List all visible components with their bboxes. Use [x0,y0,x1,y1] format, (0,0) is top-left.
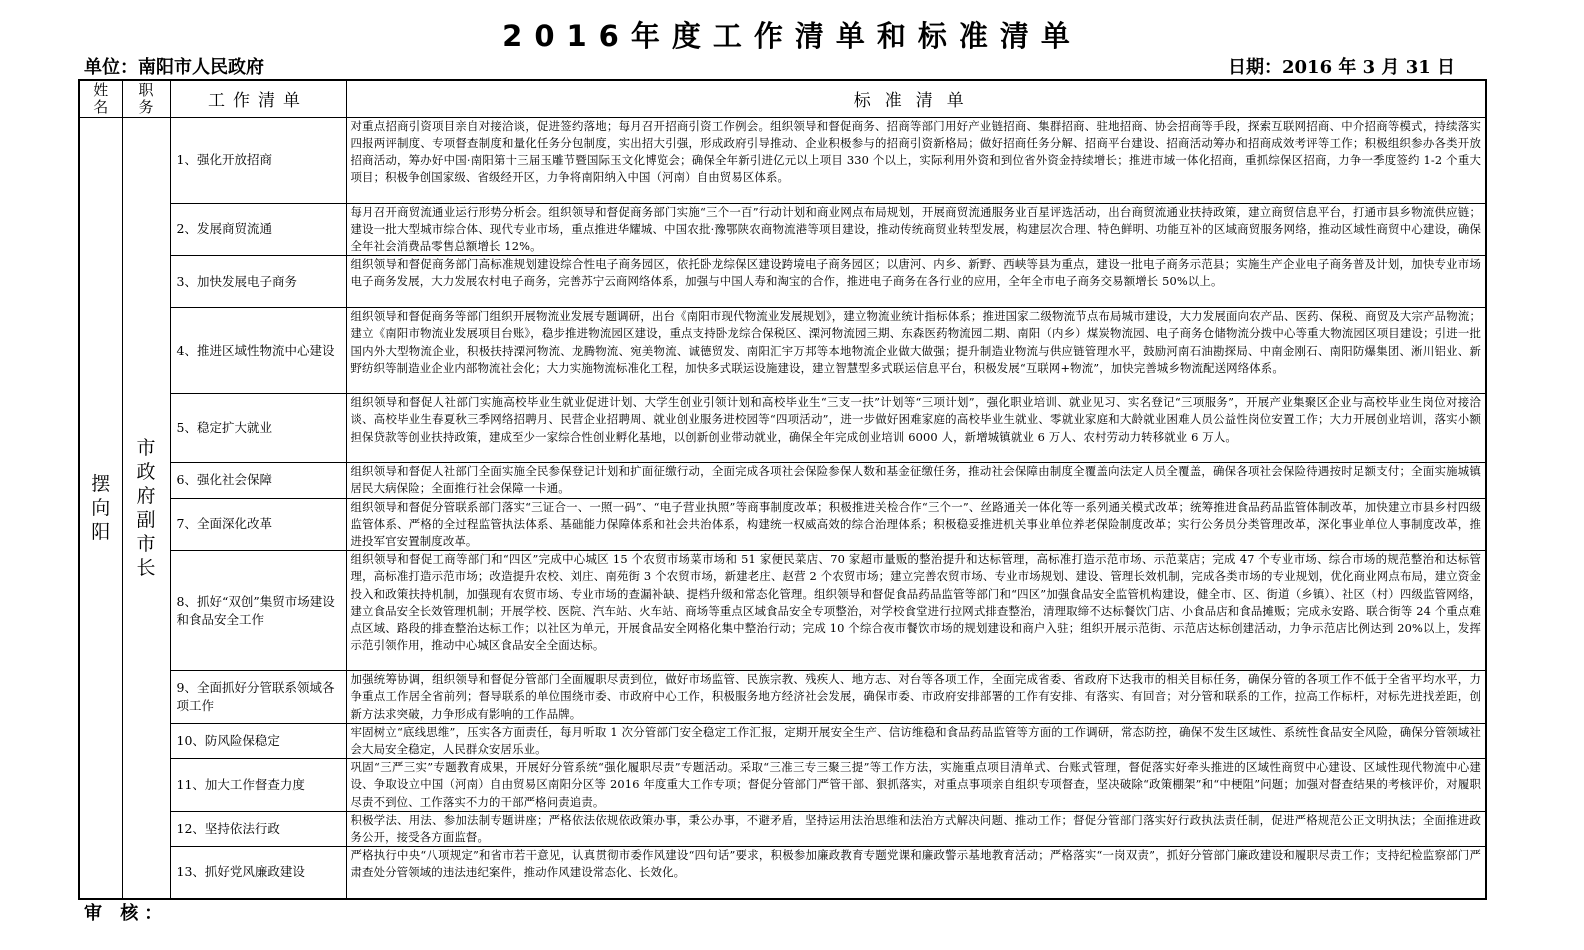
person-post-cell [122,117,170,899]
table-row [79,117,1486,203]
task-cell: 5、稳定扩大就业 [170,394,346,463]
header-work-list: 工作清单 [170,80,346,117]
standard-cell: 积极学法、用法、参加法制专题讲座；严格依法依规依政策办事，秉公办事，不避矛盾，坚持运用法治思维和法治方式解决问题、推动工作；督促分管部门落实好行政执法责任制，促进严格规范公正文明执法；全面推进政务公开，接受各方面监督。 [346,811,1486,846]
task-cell: 8、抓好“双创”集贸市场建设和食品安全工作 [170,551,346,671]
standard-cell: 组织领导和督促商务部门高标准规划建设综合性电子商务园区，依托卧龙综保区建设跨境电子商务园区；以唐河、内乡、新野、西峡等县为重点，建设一批电子商务示范县；实施生产企业电子商务普及计划，加快专业市场电子商务发展，大力发展农村电子商务，完善苏宁云商网络体系，加强与中国人寿和淘宝的合作，推进电子商务在各行业的应用，全年全市电子商务交易额增长 50%以上。 [346,256,1486,308]
table-row [79,551,1486,671]
table-row [79,203,1486,256]
task-cell: 3、加快发展电子商务 [170,256,346,308]
standard-cell: 组织领导和督促人社部门实施高校毕业生就业促进计划、大学生创业引领计划和高校毕业生“三支一扶”计划等“三项计划”，强化职业培训、就业见习、实名登记“三项服务”，开展产业集聚区企业与高校毕业生岗位对接洽谈、高校毕业生春夏秋三季网络招聘月、民营企业招聘周、就业创业服务进校园等“四项活动”，进一步做好困难家庭的高校毕业生就业、零就业家庭和大龄就业困难人员公益性岗位安置工作；大力开展创业培训，落实小额担保贷款等创业扶持政策，建成至少一家综合性创业孵化基地，以创新创业带动就业，确保全年完成创业培训 6000 人，新增城镇就业 6 万人、农村劳动力转移就业 6 万人。 [346,394,1486,463]
standard-cell: 组织领导和督促分管联系部门落实“三证合一、一照一码”、“电子营业执照”等商事制度改革；积极推进关检合作“三个一”、丝路通关一体化等一系列通关模式改革；统筹推进食品药品监管体制改革，加快建立市县乡村四级监管体系、严格的全过程监管执法体系、基础能力保障体系和社会共治体系，构建统一权威高效的综合治理体系；积极稳妥推进机关事业单位养老保险制度改革；实行公务员分类管理改革，深化事业单位人事制度改革，推进投军官安置制度改革。 [346,498,1486,551]
task-cell: 7、全面深化改革 [170,498,346,551]
standard-cell: 严格执行中央“八项规定”和省市若干意见，认真贯彻市委作风建设“四句话”要求，积极参加廉政教育专题党课和廉政警示基地教育活动；严格落实“一岗双责”，抓好分管部门廉政建设和履职尽责工作；支持纪检监察部门严肃查处分管领域的违法违纪案件，推动作风建设常态化、长效化。 [346,847,1486,899]
person-name: 摆向阳 [91,472,111,543]
task-cell: 1、强化开放招商 [170,117,346,203]
person-post: 市政府副市长 [136,436,156,579]
task-cell: 2、发展商贸流通 [170,203,346,256]
table-row [79,308,1486,394]
standard-cell: 对重点招商引资项目亲自对接洽谈，促进签约落地；每月召开招商引资工作例会。组织领导和督促商务、招商等部门用好产业链招商、集群招商、驻地招商、协会招商等手段，探索互联网招商、中介招商等模式，持续落实四报两评制度、专项督查制度和量化任务分包制度，实出招大引强，形成政府引导推动、企业积极参与的招商引资新格局；做好招商任务分解、招商平台建设、招商活动筹办和招商成效考评等工作；积极组织参办各类开放招商活动，筹办好中国·南阳第十三届玉雕节暨国际玉文化博览会；确保全年新引进亿元以上项目 330 个以上，实际利用外资和到位省外资金持续增长；推进市域一体化招商，重抓综保区招商，力争一季度签约 1-2 个重大项目；积极争创国家级、省级经开区，力争将南阳纳入中国（河南）自由贸易区体系。 [346,117,1486,203]
task-cell: 4、推进区域性物流中心建设 [170,308,346,394]
table-row [79,811,1486,846]
table-row [79,394,1486,463]
task-cell: 9、全面抓好分管联系领域各项工作 [170,671,346,724]
header-standard-list: 标准清单 [346,80,1486,117]
standard-cell: 组织领导和督促人社部门全面实施全民参保登记计划和扩面征缴行动，全面完成各项社会保险参保人数和基金征缴任务，推动社会保障由制度全覆盖向法定人员全覆盖，确保各项社会保险待遇按时足额支付；全面实施城镇居民大病保险；全面推行社会保障一卡通。 [346,463,1486,498]
page-title: 2016年度工作清单和标准清单 [502,19,1082,53]
audit-label: 审 核： [84,903,169,924]
table-row [79,723,1486,758]
table-row [79,498,1486,551]
standard-cell: 每月召开商贸流通业运行形势分析会。组织领导和督促商务部门实施“三个一百”行动计划和商业网点布局规划，开展商贸流通服务业百星评选活动，出台商贸流通业扶持政策，建立商贸信息平台，打通市县乡物流供应链；建设一批大型城市综合体、现代专业市场，重点推进华耀城、中国农批·豫鄂陕农商物流港等项目建设，推动传统商贸业转型发展，构建层次合理、特色鲜明、功能互补的区域商贸服务网络，推动区域性商贸中心建设，确保全年社会消费品零售总额增长 12%。 [346,203,1486,256]
header-name: 姓名 [79,80,122,117]
standard-cell: 牢固树立“底线思维”，压实各方面责任，每月听取 1 次分管部门安全稳定工作汇报，定期开展安全生产、信访维稳和食品药品监管等方面的工作调研，常态防控，确保不发生区域性、系统性食品安全风险，确保分管领域社会大局安全稳定，人民群众安居乐业。 [346,723,1486,758]
table-row [79,256,1486,308]
standard-cell: 加强统筹协调，组织领导和督促分管部门全面履职尽责到位，做好市场监管、民族宗教、残疾人、地方志、对台等各项工作，全面完成省委、省政府下达我市的相关目标任务，确保分管的各项工作不低于全省平均水平，力争重点工作居全省前列；督导联系的单位围绕市委、市政府中心工作，积极服务地方经济社会发展，确保市委、市政府安排部署的工作有安排、有落实、有回音；对分管和联系的工作，拉高工作标杆，对标先进找差距，创新方法求突破，力争形成有影响的工作品牌。 [346,671,1486,724]
task-cell: 13、抓好党风廉政建设 [170,847,346,899]
task-cell: 10、防风险保稳定 [170,723,346,758]
task-cell: 12、坚持依法行政 [170,811,346,846]
task-cell: 11、加大工作督查力度 [170,759,346,812]
table-row [79,671,1486,724]
standard-cell: 组织领导和督促工商等部门和“四区”完成中心城区 15 个农贸市场菜市场和 51 家便民菜店、70 家超市量贩的整治提升和达标管理，高标准打造示范市场、示范菜店；完成 47 个专业市场、综合市场的规范整治和达标管理，高标准打造示范市场；改造提升农校、刘庄、南苑街 3 个农贸市场，新建老庄、赵营 2 个农贸市场；建立完善农贸市场、专业市场规划、建设、管理长效机制，完成各类市场的专业规划，优化商业网点布局，建立资金投入和政策扶持机制，加强现有农贸市场、专业市场的查漏补缺、提档升级和常态化管理。组织领导和督促食品药品监管等部门和“四区”加强食品安全监管机构建设，健全市、区、街道（乡镇）、社区（村）四级监管网络，建立食品安全长效管理机制；开展学校、医院、汽车站、火车站、商场等重点区域食品安全专项整治，对学校食堂进行拉网式排查整治，清理取缔不达标餐饮门店、小食品店和食品摊贩；完成永安路、联合街等 24 个重点难点区域、路段的排查整治达标工作；以社区为单元，开展食品安全网格化集中整治行动；完成 10 个综合夜市餐饮市场的规划建设和商户入驻；组织开展示范街、示范店达标创建活动，力争示范店比例达到 20%以上，发挥示范引领作用，推动中心城区食品安全全面达标。 [346,551,1486,671]
unit-label: 单位：南阳市人民政府 [84,57,264,78]
work-standard-table [78,79,1487,900]
table-row [79,463,1486,498]
table-row [79,759,1486,812]
date-label: 日期：2016 年 3 月 31 日 [1228,57,1456,78]
table-header-row [79,80,1486,117]
table-row [79,847,1486,899]
standard-cell: 巩固“三严三实”专题教育成果，开展好分管系统“强化履职尽责”专题活动。采取“三准三专三聚三提”等工作方法，实施重点项目清单式、台账式管理，督促落实好牵头推进的区域性商贸中心建设、区域性现代物流中心建设、争取设立中国（河南）自由贸易区南阳分区等 2016 年度重大工作专项；督促分管部门严管干部、狠抓落实，对重点事项亲自组织专项督查，坚决破除“政策棚架”和“中梗阻”问题；加强对督查结果的考核评价，对履职尽责不到位、工作落实不力的干部严格问责追责。 [346,759,1486,812]
person-name-cell [79,117,122,899]
standard-cell: 组织领导和督促商务等部门组织开展物流业发展专题调研，出台《南阳市现代物流业发展规划》，建立物流业统计指标体系；推进国家二级物流节点布局城市建设，大力发展面向农产品、医药、保税、商贸及大宗产品物流；建立《南阳市物流业发展项目台账》，稳步推进物流园区建设，重点支持卧龙综合保税区、溧河物流园三期、东森医药物流园二期、南阳（内乡）煤炭物流园、电子商务仓储物流分拨中心等重大物流园区项目建设；引进一批国内外大型物流企业，积极扶持溧河物流、龙腾物流、宛美物流、诚德贸发、南阳汇宇万邦等本地物流企业做大做强；提升制造业物流与供应链管理水平，鼓励河南石油勘探局、中南金刚石、南阳防爆集团、淅川铝业、新野纺织等制造业企业内部物流社会化；大力实施物流标准化工程，加快多式联运设施建设，建立智慧型多式联运信息平台，积极发展“互联网+物流”，加快完善城乡物流配送网络体系。 [346,308,1486,394]
task-cell: 6、强化社会保障 [170,463,346,498]
header-post: 职务 [122,80,170,117]
